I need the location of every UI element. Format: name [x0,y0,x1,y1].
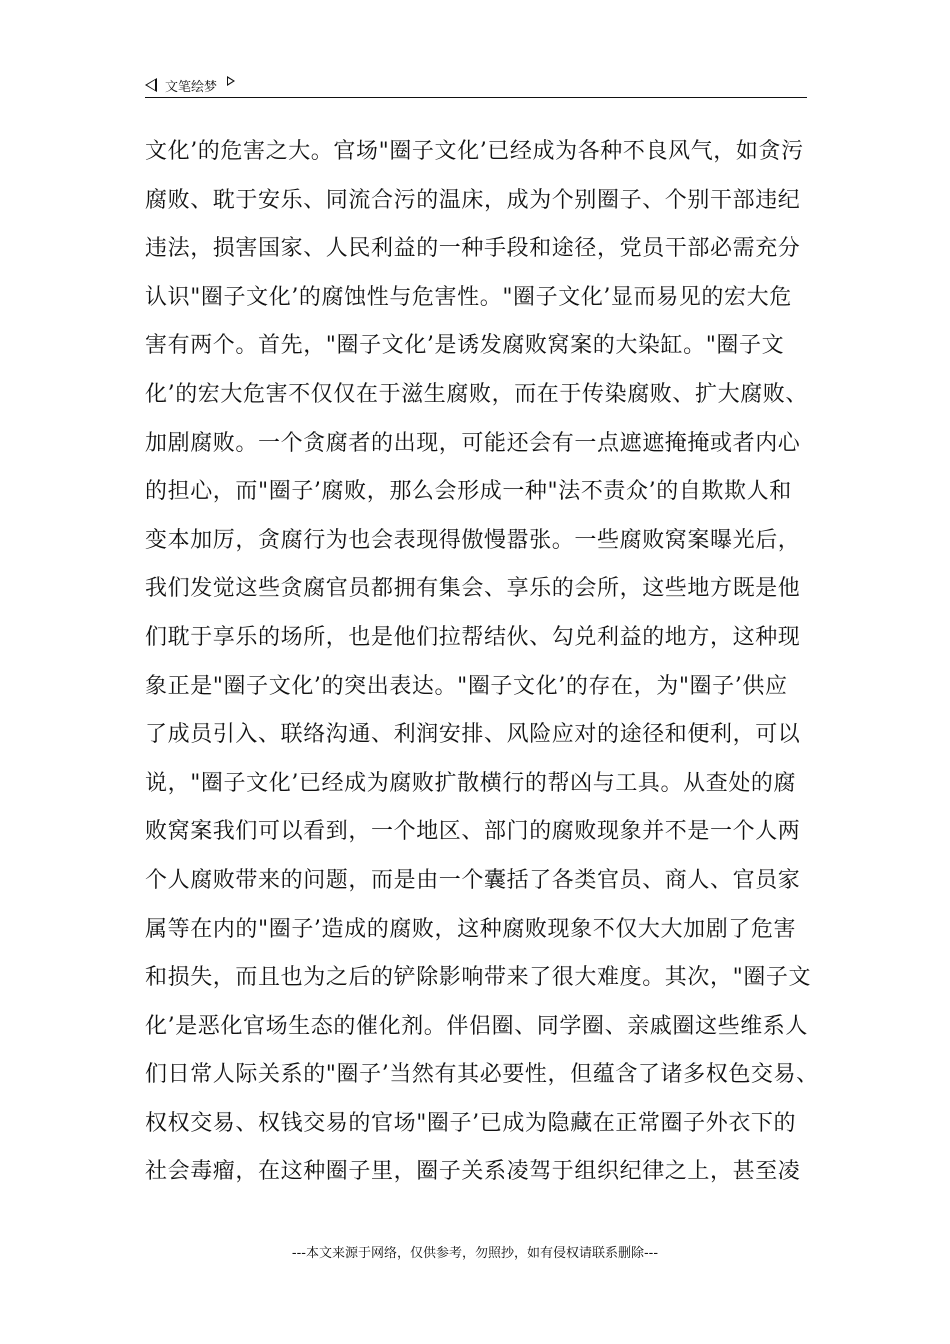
text-line: 的担心，而"圈子’腐败，那么会形成一种"法不责众’的自欺欺人和 [145,479,792,505]
text-line: 化’是恶化官场生态的催化剂。伴侣圈、同学圈、亲戚圈这些维系人 [145,1013,808,1039]
text-line: 腐败、耽于安乐、同流合污的温床，成为个别圈子、个别干部违纪 [145,187,801,213]
header-title: 文笔绘梦 [165,79,218,95]
text-line: 认识"圈子文化’的腐蚀性与危害性。"圈子文化’显而易见的宏大危 [145,284,792,310]
text-line: 化’的宏大危害不仅仅在于滋生腐败，而在于传染腐败、扩大腐败、 [145,381,808,407]
text-line: 个人腐败带来的问题，而是由一个囊括了各类官员、商人、官员家 [145,867,801,893]
text-line: 害有两个。首先，"圈子文化’是诱发腐败窝案的大染缸。"圈子文 [145,333,785,359]
text-line: 社会毒瘤，在这种圈子里，圈子关系凌驾于组织纪律之上，甚至凌 [145,1159,801,1185]
text-line: 文化’的危害之大。官场"圈子文化’已经成为各种不良风气，如贪污 [145,139,804,164]
page-footer: ---本文来源于网络，仅供参考，勿照抄，如有侵权请联系删除--- [291,1246,659,1261]
text-line: 们耽于享乐的场所，也是他们拉帮结伙、勾兑利益的地方，这种现 [145,624,801,650]
text-line: 们日常人际关系的"圈子’当然有其必要性，但蕴含了诸多权色交易、 [145,1062,819,1088]
text-line: 加剧腐败。一个贪腐者的出现，可能还会有一点遮遮掩掩或者内心 [145,430,801,456]
page-header [145,74,235,96]
text-line: 了成员引入、联络沟通、利润安排、风险应对的途径和便利，可以 [145,722,801,748]
text-line: 象正是"圈子文化’的突出表达。"圈子文化’的存在，为"圈子’供应 [145,673,788,699]
document-body [145,128,819,1197]
text-line: 败窝案我们可以看到，一个地区、部门的腐败现象并不是一个人两 [145,819,801,845]
text-line: 变本加厉，贪腐行为也会表现得傲慢嚣张。一些腐败窝案曝光后， [145,527,801,553]
text-line: 属等在内的"圈子’造成的腐败，这种腐败现象不仅大大加剧了危害 [145,916,797,942]
text-line: 我们发觉这些贪腐官员都拥有集会、享乐的会所，这些地方既是他 [145,576,801,602]
text-line: 违法，损害国家、人民利益的一种手段和途径，党员干部必需充分 [145,236,801,262]
header-divider [145,97,807,98]
triangle-right-icon [227,76,235,86]
text-line: 说，"圈子文化’已经成为腐败扩散横行的帮凶与工具。从查处的腐 [145,770,797,796]
text-line: 和损失，而且也为之后的铲除影响带来了很大难度。其次，"圈子文 [145,965,812,991]
triangle-left-icon [145,78,157,92]
text-line: 权权交易、权钱交易的官场"圈子’已成为隐藏在正常圈子外衣下的 [145,1110,797,1136]
